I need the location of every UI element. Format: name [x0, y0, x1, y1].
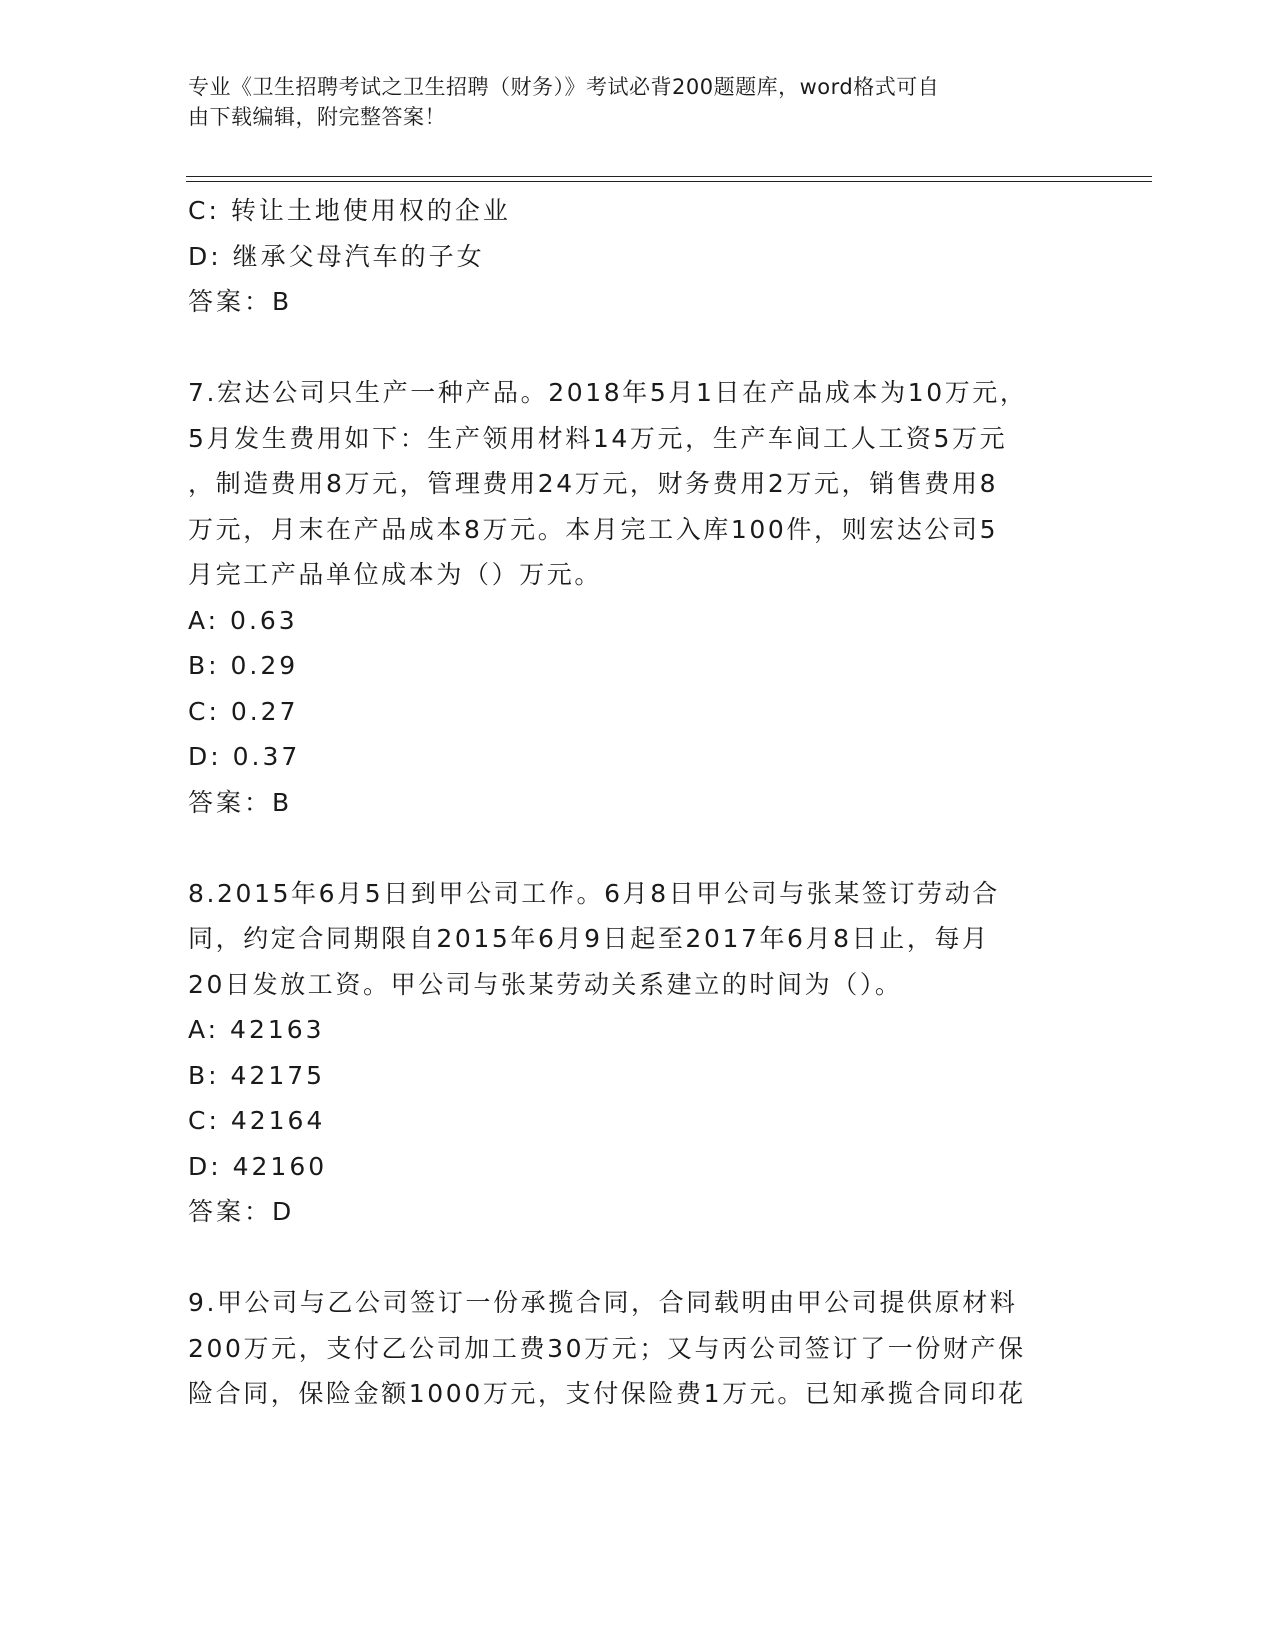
question-text-line: 200万元，支付乙公司加工费30万元；又与丙公司签订了一份财产保	[188, 1333, 1026, 1363]
option-a: A: 0.63	[188, 605, 298, 635]
question-text-line: 万元，月末在产品成本8万元。本月完工入库100件，则宏达公司5	[188, 514, 999, 544]
option-d: D: 继承父母汽车的子女	[188, 241, 485, 271]
document-body	[188, 188, 1088, 1417]
question-6-tail	[188, 188, 1088, 325]
question-8	[188, 871, 1088, 1235]
question-text-line: 同，约定合同期限自2015年6月9日起至2017年6月8日止，每月	[188, 924, 990, 953]
option-d: D: 0.37	[188, 742, 301, 771]
question-text-line: 20日发放工资。甲公司与张某劳动关系建立的时间为（）。	[188, 969, 903, 999]
question-7	[188, 370, 1088, 825]
question-text-line: 8.2015年6月5日到甲公司工作。6月8日甲公司与张某签订劳动合	[188, 878, 1000, 908]
option-b: B: 42175	[188, 1060, 326, 1090]
answer-line: 答案：B	[188, 787, 293, 817]
option-c: C: 42164	[188, 1106, 326, 1135]
question-text-line: 险合同，保险金额1000万元，支付保险费1万元。已知承揽合同印花	[188, 1379, 1026, 1408]
spacer	[188, 325, 1088, 371]
header-divider-top	[186, 176, 1152, 177]
header-title-line-1: 专业《卫生招聘考试之卫生招聘（财务）》考试必背200题题库，word格式可自	[188, 75, 940, 99]
answer-line: 答案：B	[188, 287, 293, 316]
question-text-line: 月完工产品单位成本为（）万元。	[188, 560, 603, 589]
option-c: C: 转让土地使用权的企业	[188, 196, 511, 225]
document-header	[188, 72, 1068, 132]
spacer	[188, 825, 1088, 871]
question-text-line: ，制造费用8万元，管理费用24万元，财务费用2万元，销售费用8	[188, 469, 999, 498]
spacer	[188, 1235, 1088, 1281]
option-d: D: 42160	[188, 1151, 328, 1181]
header-divider-bottom	[186, 181, 1152, 182]
question-text-line: 7.宏达公司只生产一种产品。2018年5月1日在产品成本为10万元，	[188, 378, 1028, 407]
option-b: B: 0.29	[188, 651, 299, 680]
question-9	[188, 1280, 1088, 1417]
question-text-line: 9.甲公司与乙公司签订一份承揽合同，合同载明由甲公司提供原材料	[188, 1288, 1018, 1317]
answer-line: 答案：D	[188, 1197, 295, 1226]
question-text-line: 5月发生费用如下：生产领用材料14万元，生产车间工人工资5万元	[188, 423, 1008, 453]
option-a: A: 42163	[188, 1015, 325, 1044]
header-title-line-2: 由下载编辑，附完整答案！	[188, 105, 446, 129]
option-c: C: 0.27	[188, 696, 299, 726]
